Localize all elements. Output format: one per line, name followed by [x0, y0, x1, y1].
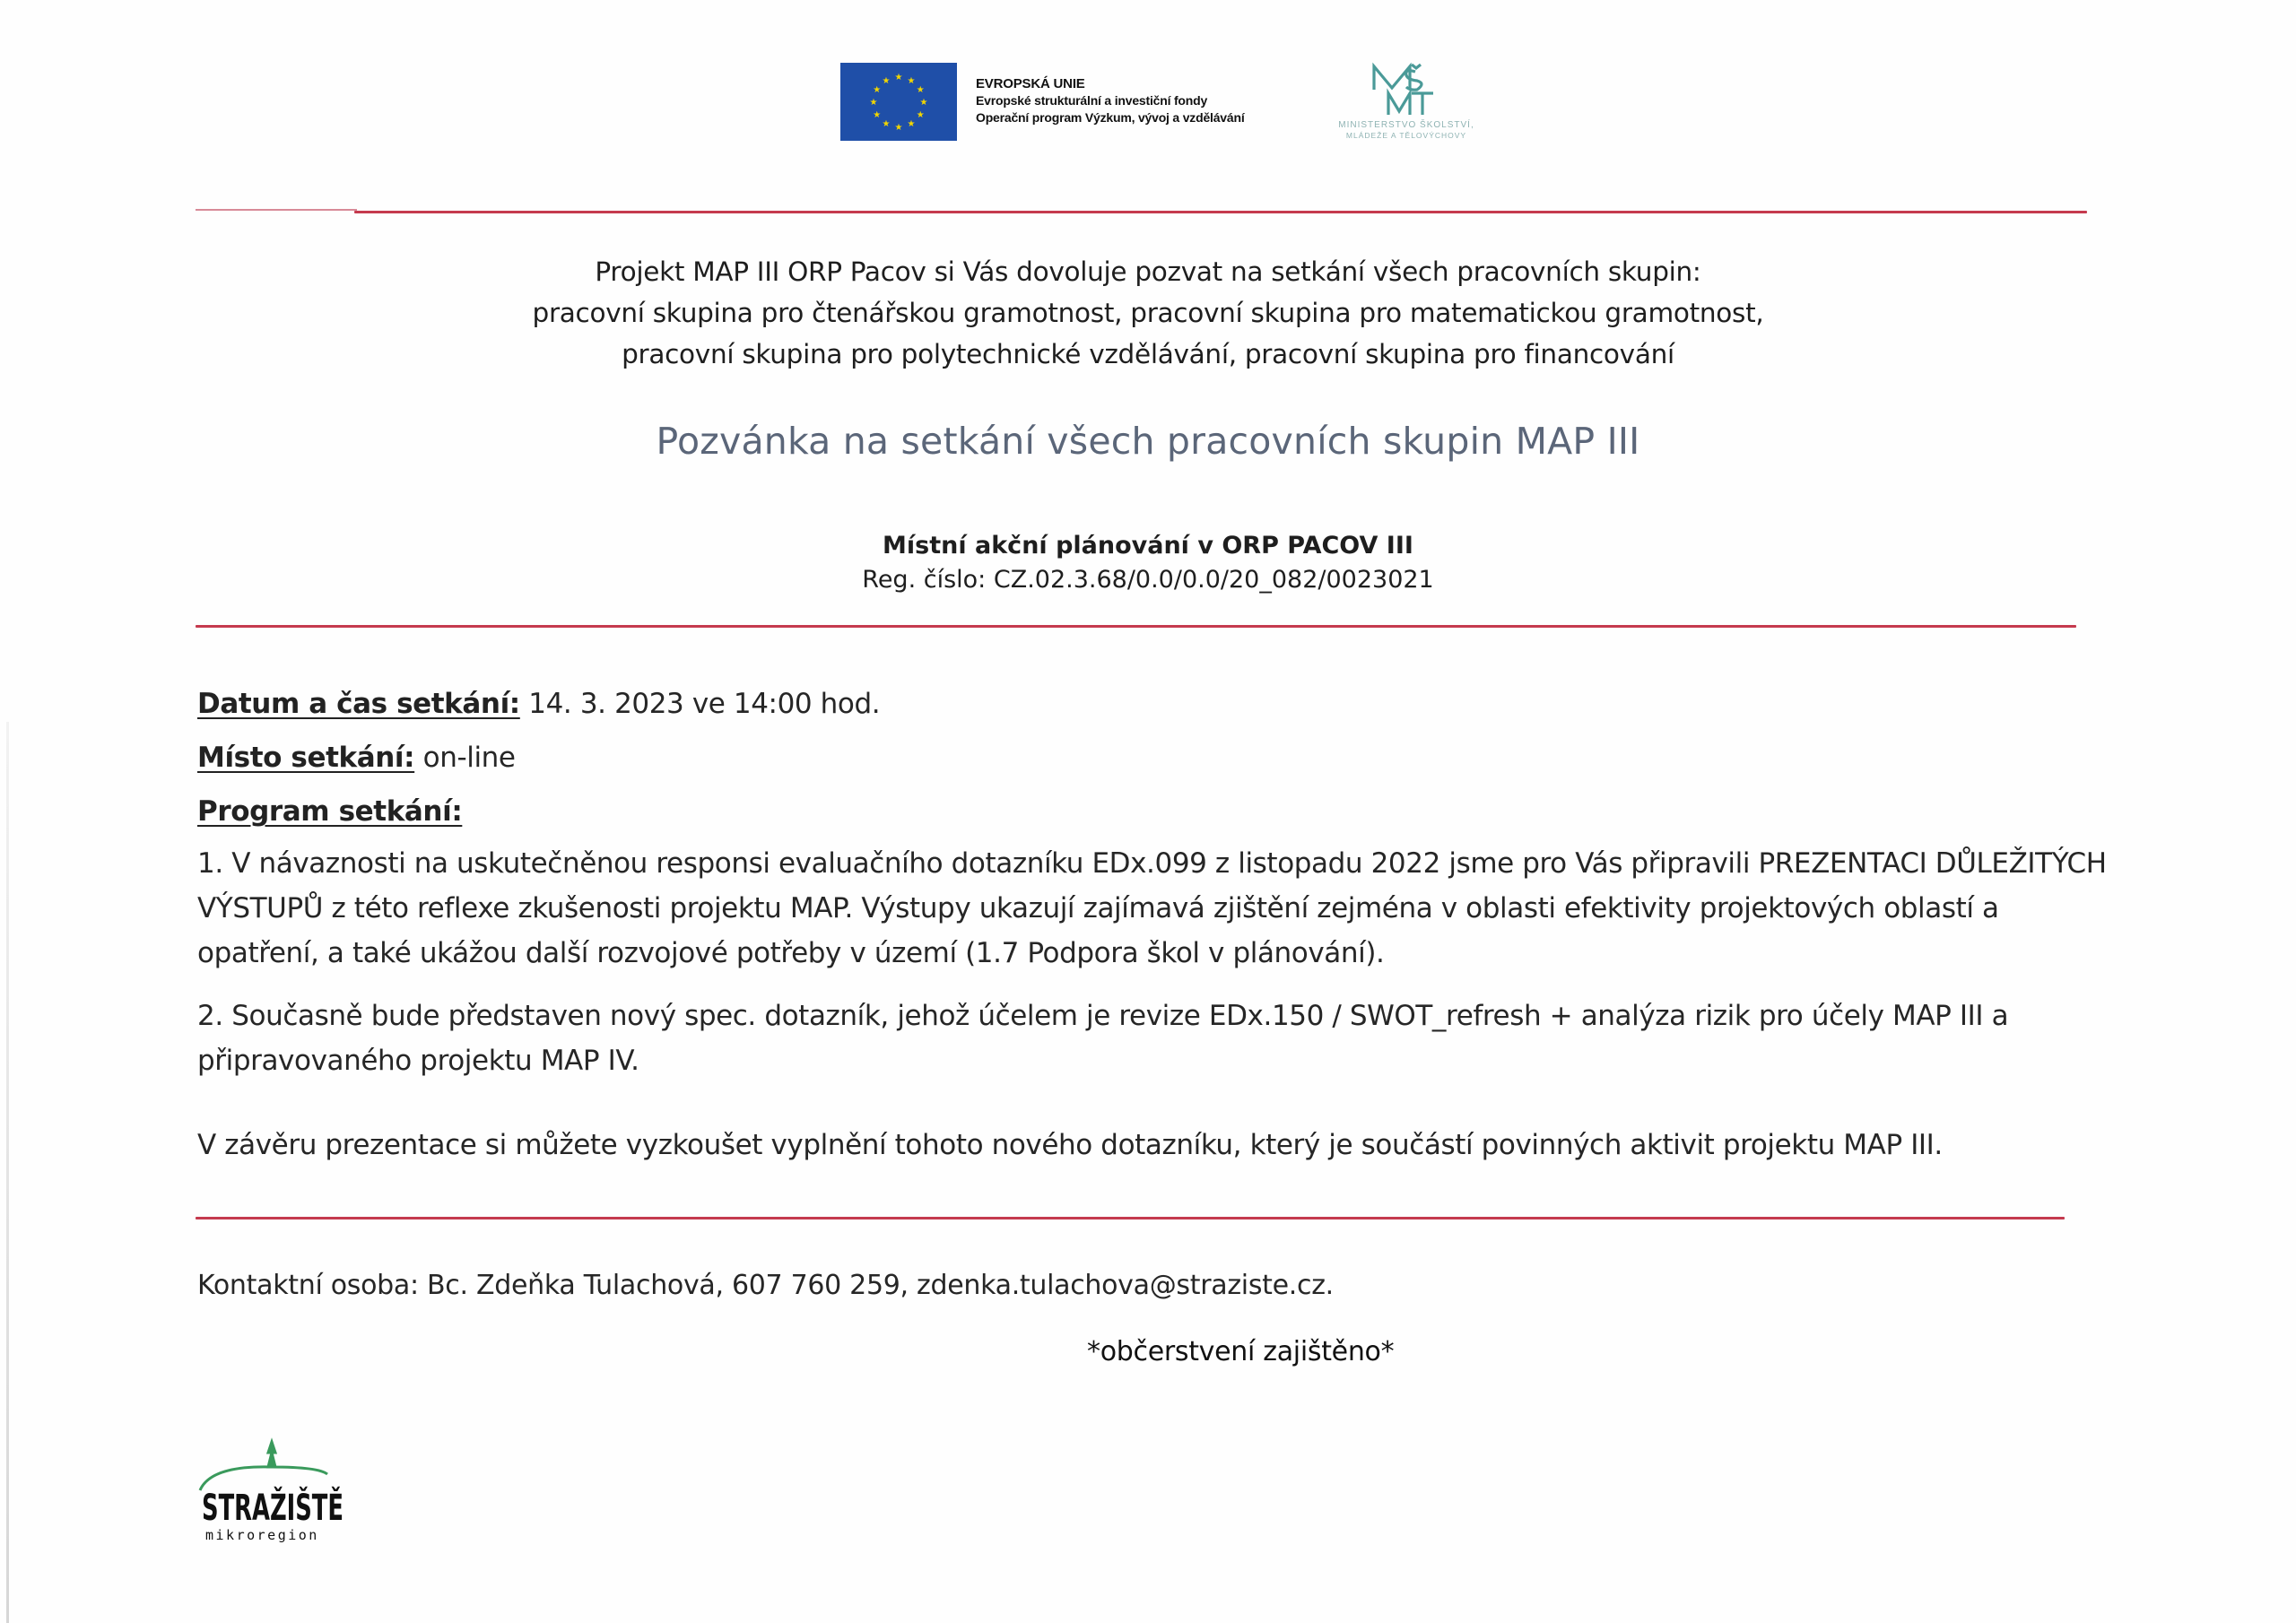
eu-star-icon: ★ — [907, 75, 916, 86]
intro-line-1: Projekt MAP III ORP Pacov si Vás dovoluje pozvat na setkání všech pracovních skupin: — [595, 256, 1701, 287]
program-field — [197, 794, 2126, 834]
eu-star-icon: ★ — [916, 85, 925, 95]
eu-flag-icon — [840, 63, 957, 141]
place-value: on-line — [422, 742, 516, 774]
eu-star-icon: ★ — [882, 119, 891, 130]
eu-star-icon: ★ — [882, 75, 891, 86]
contact-person: Kontaktní osoba: Bc. Zdeňka Tulachová, 607 760 259, zdenka.tulachova@straziste.cz. — [197, 1270, 1334, 1301]
eu-star-icon: ★ — [894, 123, 903, 133]
eu-star-icon: ★ — [907, 119, 916, 130]
msmt-caption-1: MINISTERSTVO ŠKOLSTVÍ, — [1338, 120, 1474, 130]
eu-logo-text — [976, 75, 1245, 126]
msmt-logo — [1326, 63, 1487, 143]
eu-star-icon: ★ — [894, 73, 903, 82]
intro-text — [0, 251, 2296, 375]
logo-name: STRAŽIŠTĚ — [202, 1488, 400, 1529]
eu-star-icon: ★ — [916, 110, 925, 120]
program-closing: V závěru prezentace si můžete vyzkoušet vyplnění tohoto nového dotazníku, který je součástí povinných aktivit projektu MAP III. — [197, 1129, 1943, 1161]
logo-subtitle: mikroregion — [205, 1527, 319, 1543]
eu-line-2: Evropské strukturální a investiční fondy — [976, 93, 1208, 108]
divider-top-left — [196, 209, 357, 211]
divider-top — [354, 211, 2087, 213]
date-field — [197, 687, 2126, 741]
intro-line-2: pracovní skupina pro čtenářskou gramotnost, pracovní skupina pro matematickou gramotnost, — [532, 298, 1764, 328]
date-label: Datum a čas setkání: — [197, 688, 520, 720]
divider-middle — [196, 625, 2076, 628]
meeting-details — [197, 687, 2126, 1167]
place-label: Místo setkání: — [197, 742, 415, 774]
eu-star-icon: ★ — [919, 98, 928, 108]
date-value: 14. 3. 2023 ve 14:00 hod. — [528, 688, 881, 720]
page-title: Pozvánka na setkání všech pracovních skupin MAP III — [656, 420, 1640, 463]
msmt-caption-2: MLÁDEŽE A TĚLOVÝCHOVY — [1345, 131, 1467, 140]
straziste-logo — [193, 1435, 400, 1547]
divider-bottom — [196, 1217, 2065, 1219]
reg-number: Reg. číslo: CZ.02.3.68/0.0/0.0/20_082/0023021 — [862, 566, 1434, 594]
project-name: Místní akční plánování v ORP PACOV III — [883, 532, 1413, 560]
intro-line-3: pracovní skupina pro polytechnické vzdělávání, pracovní skupina pro financování — [622, 339, 1674, 369]
msmt-mark-icon — [1361, 63, 1442, 117]
eu-line-3: Operační program Výzkum, vývoj a vzdělávání — [976, 110, 1245, 125]
eu-line-1: EVROPSKÁ UNIE — [976, 76, 1085, 91]
program-item-1: 1. V návaznosti na uskutečněnou responsi evaluačního dotazníku EDx.099 z listopadu 2022 jsme pro Vás připravili PREZENTACI DŮLEŽITÝCH VÝSTUPŮ z této reflexe zkušenosti projektu MAP. Výstupy ukazují zajímavá zjištění zejména v oblasti efektivity projektových oblastí a opatření, a také ukážou další rozvojové potřeby v území (1.7 Podpora škol v plánování). — [197, 847, 2107, 969]
eu-star-icon: ★ — [873, 85, 882, 95]
eu-star-icon: ★ — [869, 98, 878, 108]
place-field — [197, 741, 2126, 794]
eu-star-icon: ★ — [873, 110, 882, 120]
refreshments-note: *občerstvení zajištěno* — [1087, 1336, 1395, 1367]
project-info — [0, 529, 2296, 597]
program-label: Program setkání: — [197, 795, 463, 828]
program-item-2: 2. Současně bude představen nový spec. dotazník, jehož účelem je revize EDx.150 / SWOT_refresh + analýza rizik pro účely MAP III a připravovaného projektu MAP IV. — [197, 1000, 2009, 1077]
scan-edge-artifact — [6, 722, 9, 1623]
